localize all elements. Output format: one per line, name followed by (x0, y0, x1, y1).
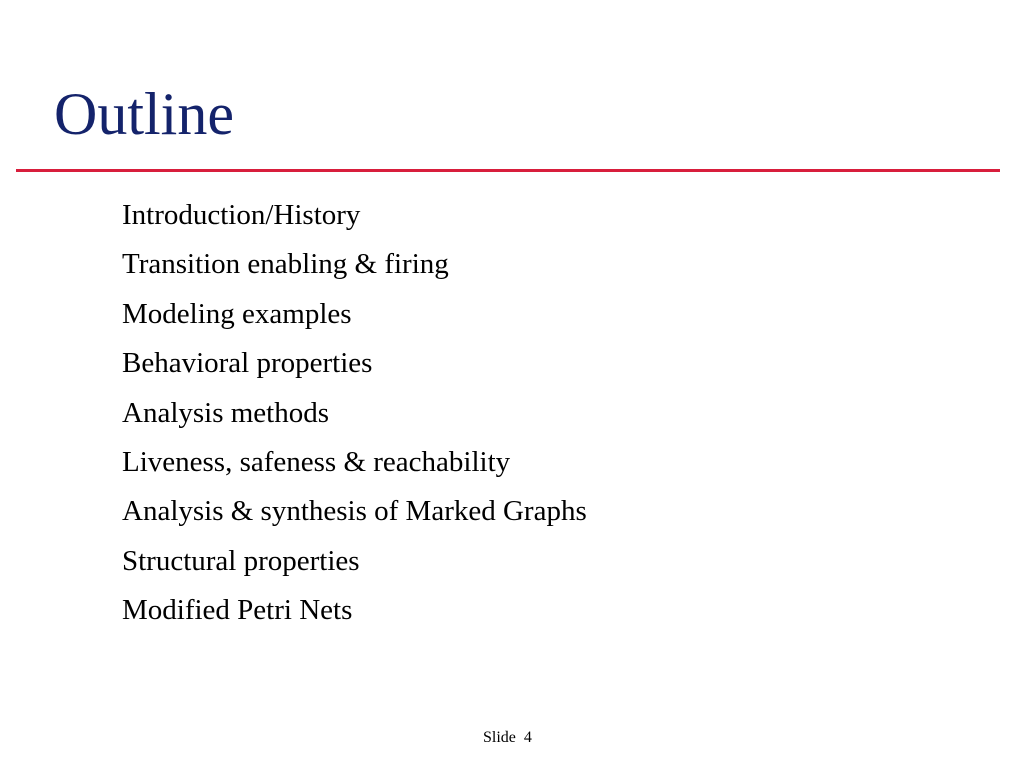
outline-item: Liveness, safeness & reachability (122, 446, 511, 479)
outline-item: Modeling examples (122, 297, 352, 330)
outline-item: Analysis methods (122, 396, 330, 429)
slide-footer (483, 728, 532, 748)
title-divider (16, 169, 1000, 172)
outline-item: Structural properties (122, 544, 360, 577)
outline-list (122, 191, 587, 636)
outline-item: Modified Petri Nets (122, 594, 353, 627)
slide-title: Outline (54, 81, 234, 147)
outline-item: Transition enabling & firing (122, 248, 449, 281)
slide-number: 4 (523, 729, 532, 746)
slide-label: Slide (483, 729, 516, 746)
outline-item: Behavioral properties (122, 347, 373, 380)
outline-item: Analysis & synthesis of Marked Graphs (122, 495, 587, 528)
outline-item: Introduction/History (122, 199, 361, 231)
